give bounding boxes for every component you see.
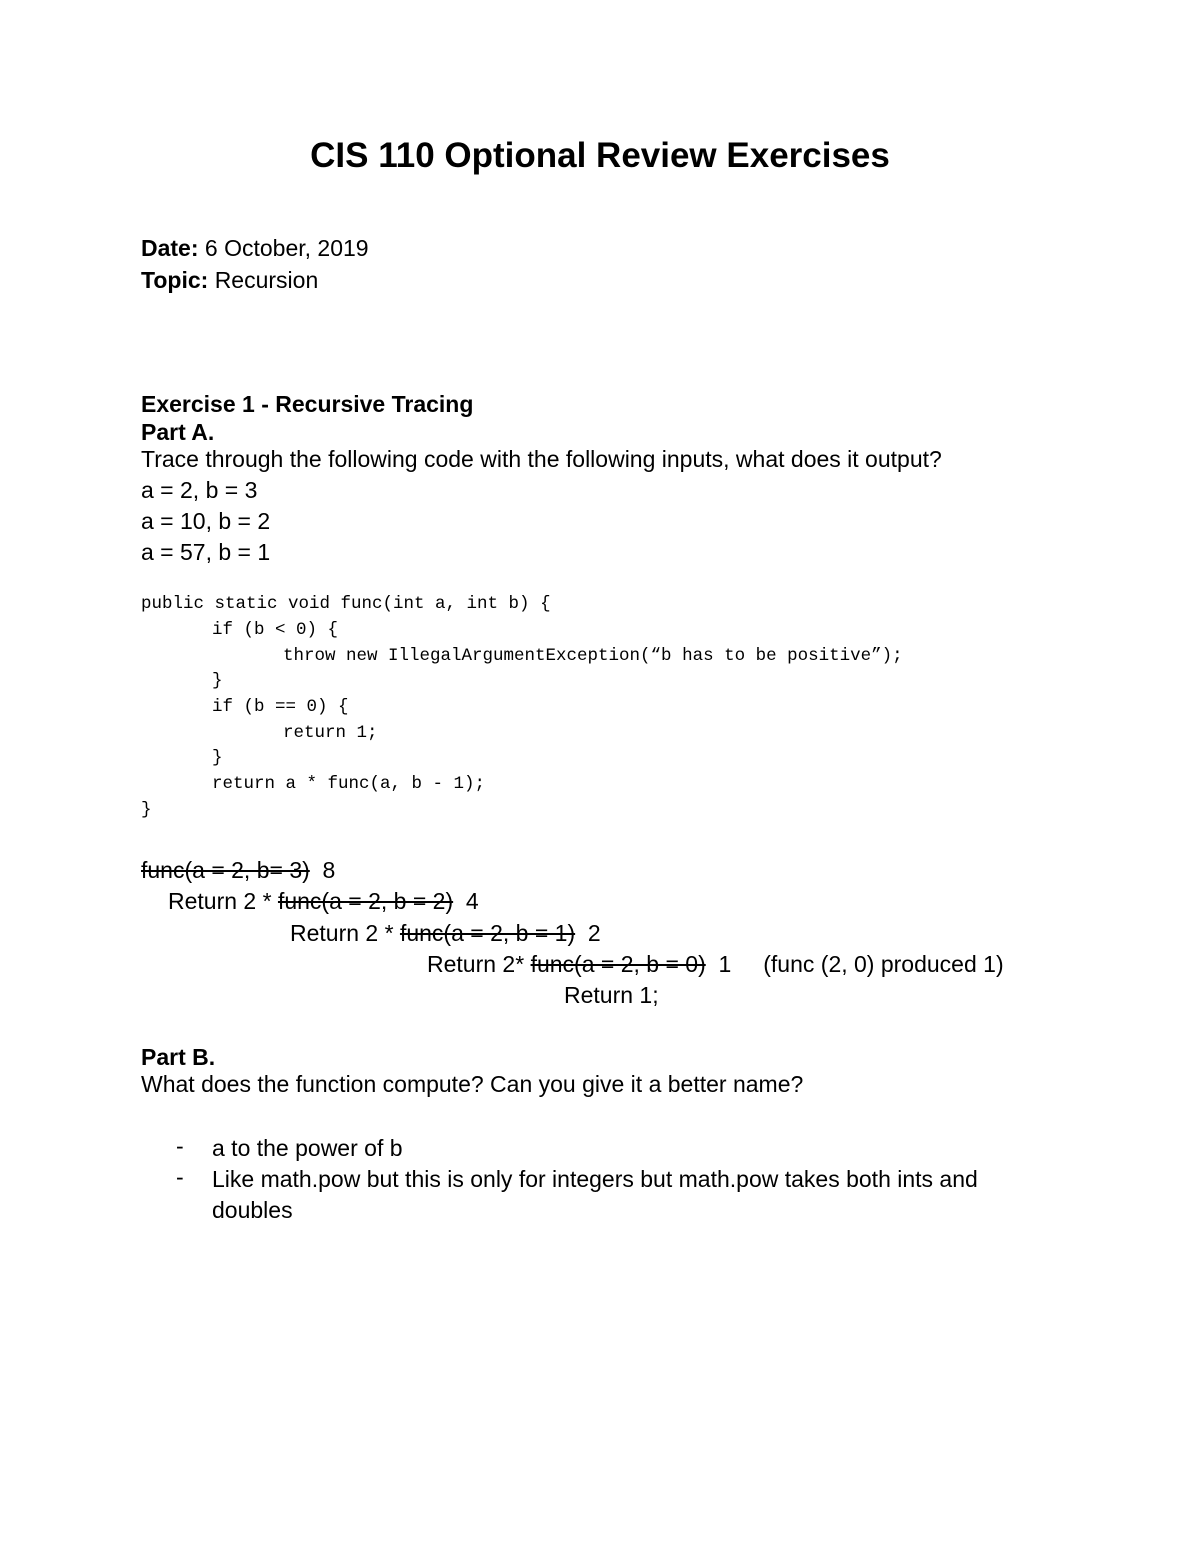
trace-call: func(a = 2, b = 1) <box>399 920 576 946</box>
code-line: public static void func(int a, int b) { <box>141 594 551 614</box>
trace-call: func(a = 2, b = 2) <box>277 888 454 914</box>
trace-prefix: Return 2* <box>427 951 531 977</box>
code-line: return a * func(a, b - 1); <box>212 774 486 794</box>
date-value: 6 October, 2019 <box>204 235 369 261</box>
part-b-heading: Part B. <box>141 1044 216 1070</box>
exercise-heading: Exercise 1 - Recursive Tracing <box>141 391 474 417</box>
trace-line <box>290 920 601 947</box>
date-label: Date: <box>141 235 199 261</box>
trace-result: 2 <box>575 920 601 946</box>
trace-line <box>427 951 1004 978</box>
trace-result: 4 <box>453 888 479 914</box>
code-line: } <box>212 671 223 691</box>
input-line: a = 57, b = 1 <box>141 539 271 565</box>
trace-result: 8 <box>309 857 336 883</box>
code-line: if (b == 0) { <box>212 697 349 717</box>
list-item: Like math.pow but this is only for integers but math.pow takes both ints and doubles <box>212 1166 978 1223</box>
list-bullet: - <box>176 1164 184 1190</box>
trace-prefix: Return 2 * <box>168 888 278 914</box>
part-a-prompt: Trace through the following code with the following inputs, what does it output? <box>141 446 942 472</box>
code-line: } <box>212 748 223 768</box>
input-line: a = 2, b = 3 <box>141 477 258 503</box>
trace-call: func(a = 2, b = 0) <box>530 951 706 977</box>
code-line: } <box>141 800 152 820</box>
code-line: throw new IllegalArgumentException(“b has to be positive”); <box>283 646 903 666</box>
page-title: CIS 110 Optional Review Exercises <box>310 136 890 175</box>
part-b-prompt: What does the function compute? Can you give it a better name? <box>141 1071 804 1097</box>
trace-line <box>141 857 335 884</box>
code-line: return 1; <box>283 723 378 743</box>
input-line: a = 10, b = 2 <box>141 508 271 534</box>
trace-line: Return 1; <box>564 982 659 1008</box>
list-bullet: - <box>176 1133 184 1159</box>
trace-result: 1 (func (2, 0) produced 1) <box>705 951 1004 977</box>
code-line: if (b < 0) { <box>212 620 339 640</box>
part-a-heading: Part A. <box>141 419 215 445</box>
trace-prefix: Return 2 * <box>290 920 400 946</box>
trace-call: func(a = 2, b= 3) <box>141 857 310 883</box>
date-line <box>141 235 369 262</box>
topic-label: Topic: <box>141 267 209 293</box>
topic-value: Recursion <box>214 267 319 293</box>
topic-line <box>141 267 318 294</box>
trace-line <box>168 888 479 915</box>
list-item: a to the power of b <box>212 1135 403 1161</box>
